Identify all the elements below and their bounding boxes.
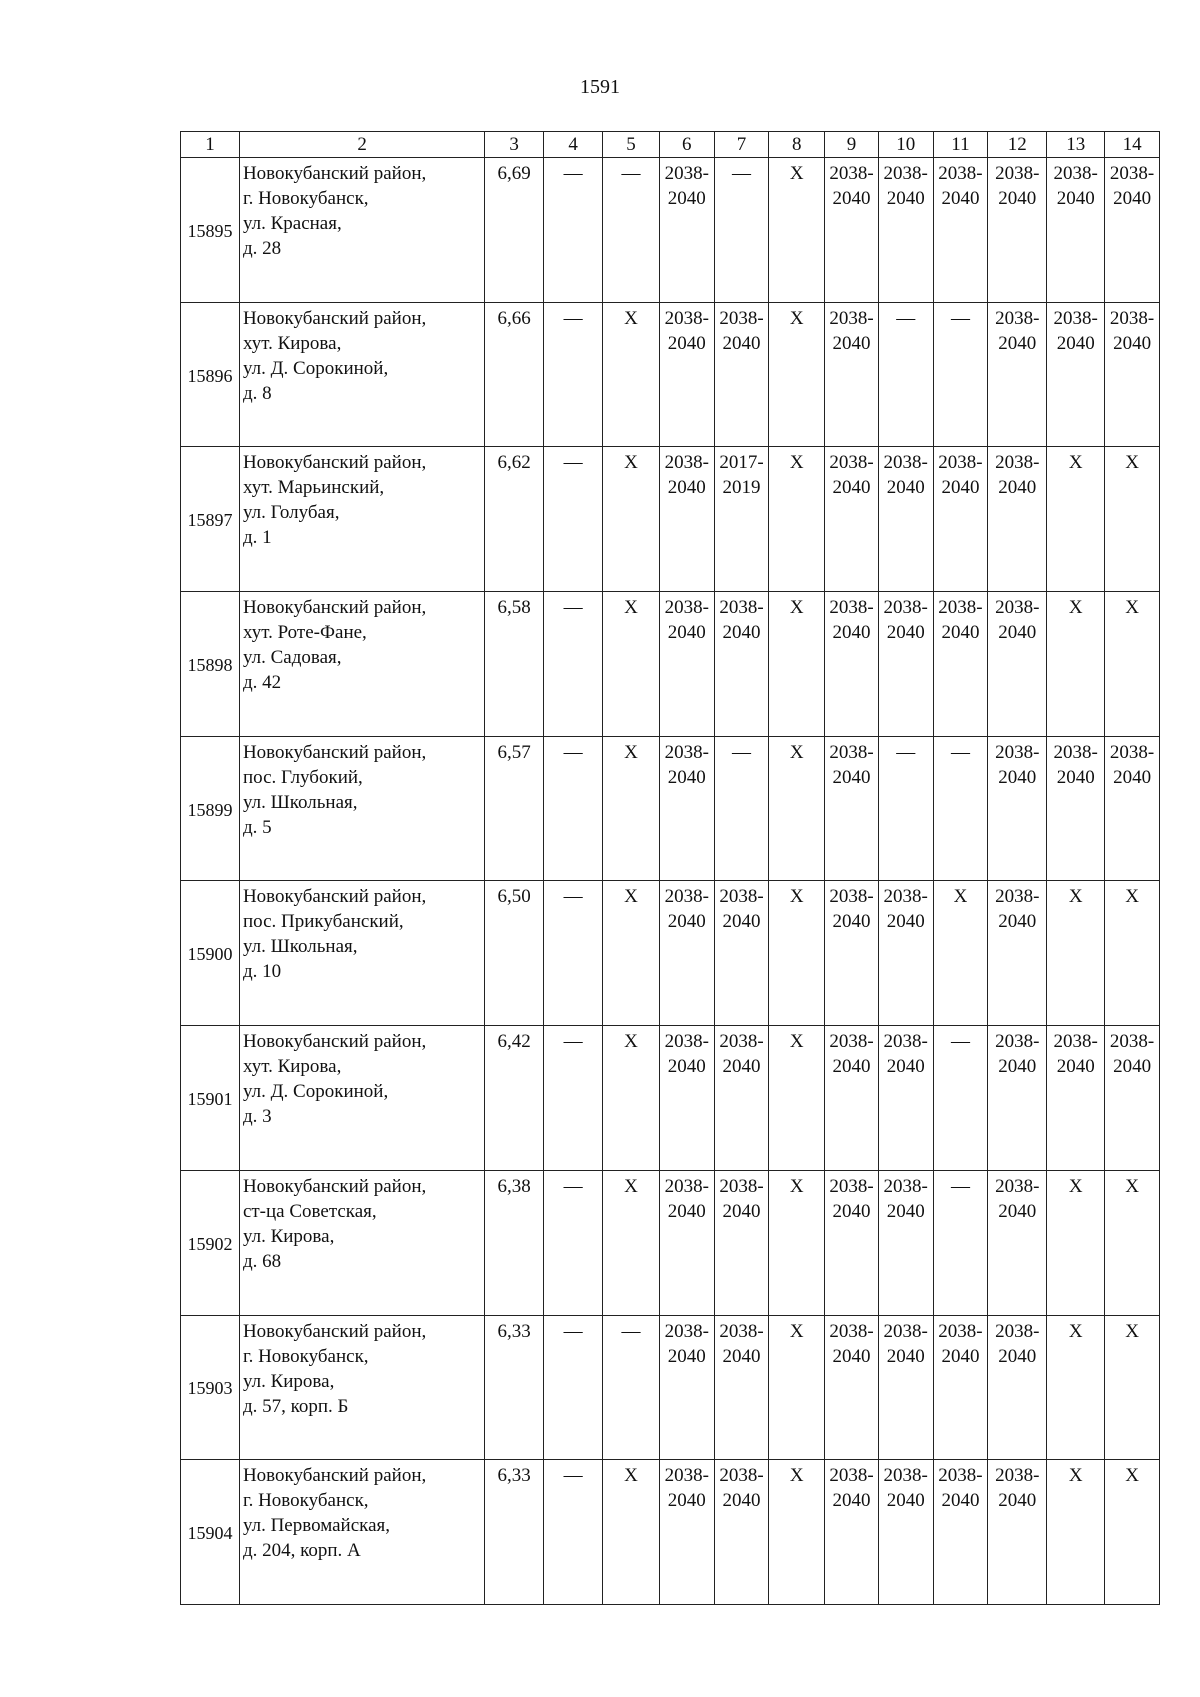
page-number: 1591: [580, 76, 620, 98]
value-cell: 2038- 2040: [1047, 1026, 1105, 1171]
value-cell: Х: [769, 302, 825, 447]
value-cell: 2038- 2040: [988, 736, 1047, 881]
value-cell: 6,33: [485, 1315, 544, 1460]
column-number-row: [181, 132, 1160, 158]
column-header: 11: [933, 132, 988, 158]
table-row: [181, 447, 1160, 592]
value-cell: Х: [769, 1460, 825, 1605]
value-cell: —: [544, 447, 603, 592]
value-cell: —: [544, 1170, 603, 1315]
value-cell: 6,69: [485, 158, 544, 303]
address-cell: Новокубанский район, пос. Глубокий, ул. Школьная, д. 5: [239, 736, 484, 881]
value-cell: 2038- 2040: [878, 1460, 933, 1605]
value-cell: 2038- 2040: [988, 1026, 1047, 1171]
value-cell: Х: [603, 1170, 660, 1315]
table-row: [181, 1026, 1160, 1171]
value-cell: 2038- 2040: [825, 592, 879, 737]
value-cell: Х: [769, 158, 825, 303]
value-cell: Х: [769, 881, 825, 1026]
value-cell: —: [603, 158, 660, 303]
value-cell: Х: [603, 736, 660, 881]
housing-table: [180, 131, 1160, 1605]
value-cell: 2038- 2040: [1047, 158, 1105, 303]
value-cell: 2038- 2040: [825, 1026, 879, 1171]
value-cell: Х: [603, 592, 660, 737]
value-cell: 2038- 2040: [659, 1170, 714, 1315]
value-cell: 2038- 2040: [714, 881, 769, 1026]
value-cell: —: [544, 1460, 603, 1605]
value-cell: 2038- 2040: [988, 592, 1047, 737]
value-cell: Х: [603, 447, 660, 592]
value-cell: 2038- 2040: [1047, 736, 1105, 881]
value-cell: Х: [1047, 1460, 1105, 1605]
value-cell: 6,42: [485, 1026, 544, 1171]
address-cell: Новокубанский район, хут. Роте-Фане, ул. Садовая, д. 42: [239, 592, 484, 737]
value-cell: 2038- 2040: [659, 1026, 714, 1171]
row-number: 15897: [181, 447, 240, 592]
column-header: 14: [1105, 132, 1160, 158]
value-cell: 6,66: [485, 302, 544, 447]
column-header: 7: [714, 132, 769, 158]
value-cell: 2038- 2040: [988, 158, 1047, 303]
row-number: 15904: [181, 1460, 240, 1605]
address-cell: Новокубанский район, г. Новокубанск, ул. Первомайская, д. 204, корп. А: [239, 1460, 484, 1605]
value-cell: —: [714, 736, 769, 881]
value-cell: Х: [1047, 1170, 1105, 1315]
value-cell: 2038- 2040: [988, 1315, 1047, 1460]
row-number: 15899: [181, 736, 240, 881]
value-cell: 2038- 2040: [659, 1460, 714, 1605]
value-cell: Х: [1047, 592, 1105, 737]
table-row: [181, 592, 1160, 737]
value-cell: 2038- 2040: [878, 881, 933, 1026]
value-cell: 2038- 2040: [878, 1315, 933, 1460]
value-cell: 2038- 2040: [825, 447, 879, 592]
value-cell: 6,38: [485, 1170, 544, 1315]
value-cell: —: [544, 736, 603, 881]
address-cell: Новокубанский район, хут. Марьинский, ул. Голубая, д. 1: [239, 447, 484, 592]
row-number: 15903: [181, 1315, 240, 1460]
value-cell: —: [933, 302, 988, 447]
row-number: 15898: [181, 592, 240, 737]
address-cell: Новокубанский район, г. Новокубанск, ул. Кирова, д. 57, корп. Б: [239, 1315, 484, 1460]
address-cell: Новокубанский район, пос. Прикубанский, ул. Школьная, д. 10: [239, 881, 484, 1026]
value-cell: 2038- 2040: [714, 1315, 769, 1460]
value-cell: 2038- 2040: [714, 592, 769, 737]
column-header: 2: [239, 132, 484, 158]
value-cell: 2038- 2040: [933, 1315, 988, 1460]
column-header: 9: [825, 132, 879, 158]
value-cell: 2038- 2040: [659, 1315, 714, 1460]
row-number: 15895: [181, 158, 240, 303]
value-cell: 2038- 2040: [933, 1460, 988, 1605]
value-cell: Х: [1047, 447, 1105, 592]
value-cell: Х: [769, 447, 825, 592]
address-cell: Новокубанский район, ст-ца Советская, ул. Кирова, д. 68: [239, 1170, 484, 1315]
value-cell: Х: [1105, 1460, 1160, 1605]
value-cell: —: [544, 881, 603, 1026]
value-cell: —: [878, 736, 933, 881]
value-cell: 2038- 2040: [878, 158, 933, 303]
value-cell: 2038- 2040: [825, 736, 879, 881]
value-cell: Х: [1105, 447, 1160, 592]
value-cell: —: [603, 1315, 660, 1460]
value-cell: —: [544, 158, 603, 303]
value-cell: Х: [603, 1026, 660, 1171]
value-cell: 2038- 2040: [1047, 302, 1105, 447]
value-cell: —: [933, 1026, 988, 1171]
value-cell: 2038- 2040: [714, 1026, 769, 1171]
value-cell: Х: [769, 1170, 825, 1315]
value-cell: —: [933, 1170, 988, 1315]
value-cell: 2038- 2040: [1105, 302, 1160, 447]
column-header: 4: [544, 132, 603, 158]
column-header: 8: [769, 132, 825, 158]
column-header: 1: [181, 132, 240, 158]
value-cell: 2038- 2040: [659, 447, 714, 592]
value-cell: Х: [1047, 881, 1105, 1026]
value-cell: 2038- 2040: [825, 1170, 879, 1315]
value-cell: —: [714, 158, 769, 303]
address-cell: Новокубанский район, хут. Кирова, ул. Д. Сорокиной, д. 8: [239, 302, 484, 447]
row-number: 15900: [181, 881, 240, 1026]
value-cell: 2038- 2040: [714, 1170, 769, 1315]
value-cell: 2038- 2040: [933, 158, 988, 303]
table-row: [181, 158, 1160, 303]
value-cell: Х: [769, 1026, 825, 1171]
value-cell: 2038- 2040: [933, 592, 988, 737]
value-cell: 2038- 2040: [1105, 1026, 1160, 1171]
value-cell: Х: [603, 881, 660, 1026]
row-number: 15901: [181, 1026, 240, 1171]
value-cell: 6,62: [485, 447, 544, 592]
value-cell: 2038- 2040: [825, 1315, 879, 1460]
value-cell: —: [544, 1315, 603, 1460]
value-cell: 2038- 2040: [659, 881, 714, 1026]
table-body: [181, 158, 1160, 1605]
value-cell: 2038- 2040: [988, 881, 1047, 1026]
value-cell: 2038- 2040: [825, 881, 879, 1026]
value-cell: 2038- 2040: [659, 158, 714, 303]
column-header: 3: [485, 132, 544, 158]
column-header: 13: [1047, 132, 1105, 158]
value-cell: Х: [1105, 592, 1160, 737]
value-cell: 2038- 2040: [988, 447, 1047, 592]
value-cell: 2038- 2040: [825, 158, 879, 303]
address-cell: Новокубанский район, хут. Кирова, ул. Д. Сорокиной, д. 3: [239, 1026, 484, 1171]
table-row: [181, 1170, 1160, 1315]
value-cell: 6,57: [485, 736, 544, 881]
value-cell: —: [544, 1026, 603, 1171]
value-cell: 2038- 2040: [988, 302, 1047, 447]
value-cell: Х: [769, 1315, 825, 1460]
value-cell: Х: [1105, 881, 1160, 1026]
value-cell: Х: [769, 736, 825, 881]
value-cell: 2038- 2040: [988, 1170, 1047, 1315]
value-cell: Х: [769, 592, 825, 737]
value-cell: 2038- 2040: [878, 1170, 933, 1315]
row-number: 15902: [181, 1170, 240, 1315]
table-row: [181, 1315, 1160, 1460]
value-cell: 2038- 2040: [878, 1026, 933, 1171]
value-cell: 2017- 2019: [714, 447, 769, 592]
value-cell: 2038- 2040: [1105, 158, 1160, 303]
table-row: [181, 881, 1160, 1026]
value-cell: Х: [1047, 1315, 1105, 1460]
value-cell: 2038- 2040: [878, 447, 933, 592]
value-cell: —: [544, 592, 603, 737]
value-cell: Х: [933, 881, 988, 1026]
value-cell: 6,50: [485, 881, 544, 1026]
value-cell: 2038- 2040: [714, 1460, 769, 1605]
value-cell: 2038- 2040: [988, 1460, 1047, 1605]
value-cell: —: [544, 302, 603, 447]
value-cell: 6,58: [485, 592, 544, 737]
table-row: [181, 1460, 1160, 1605]
value-cell: Х: [1105, 1315, 1160, 1460]
value-cell: 2038- 2040: [878, 592, 933, 737]
column-header: 12: [988, 132, 1047, 158]
row-number: 15896: [181, 302, 240, 447]
value-cell: 2038- 2040: [825, 302, 879, 447]
value-cell: 2038- 2040: [825, 1460, 879, 1605]
value-cell: 6,33: [485, 1460, 544, 1605]
value-cell: Х: [603, 302, 660, 447]
value-cell: —: [878, 302, 933, 447]
column-header: 10: [878, 132, 933, 158]
value-cell: 2038- 2040: [659, 736, 714, 881]
table-row: [181, 736, 1160, 881]
value-cell: 2038- 2040: [659, 592, 714, 737]
value-cell: Х: [1105, 1170, 1160, 1315]
column-header: 6: [659, 132, 714, 158]
value-cell: 2038- 2040: [933, 447, 988, 592]
value-cell: 2038- 2040: [714, 302, 769, 447]
address-cell: Новокубанский район, г. Новокубанск, ул. Красная, д. 28: [239, 158, 484, 303]
column-header: 5: [603, 132, 660, 158]
value-cell: 2038- 2040: [659, 302, 714, 447]
value-cell: 2038- 2040: [1105, 736, 1160, 881]
table-row: [181, 302, 1160, 447]
value-cell: —: [933, 736, 988, 881]
value-cell: Х: [603, 1460, 660, 1605]
